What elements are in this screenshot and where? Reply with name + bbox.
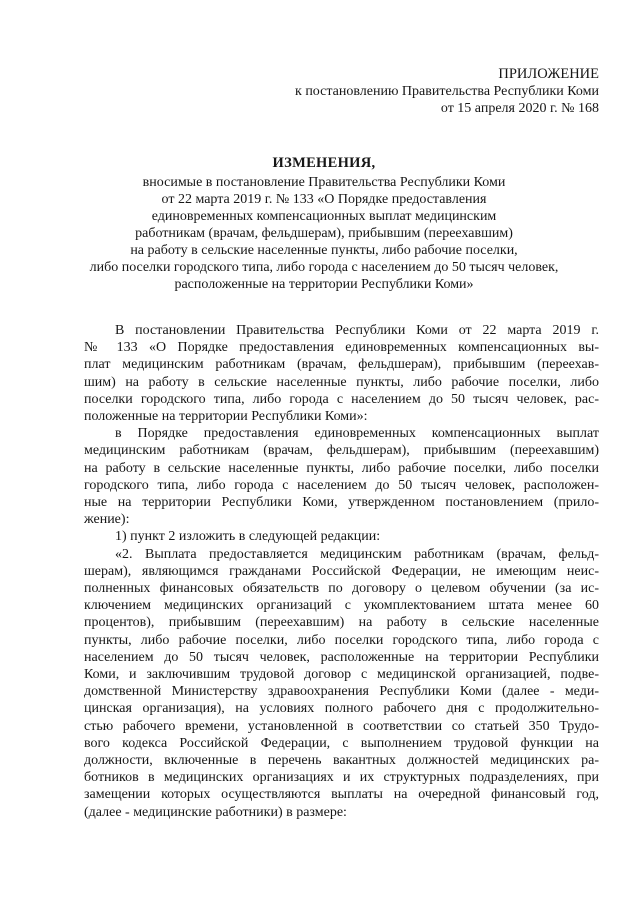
body-line: пункты, либо рабочие поселки, либо поселки городского типа, либо города с bbox=[84, 632, 599, 648]
body-line: замещении которых осуществляются выплаты на очередной финансовый год, bbox=[84, 787, 599, 803]
body-line: в Порядке предоставления единовременных компенсационных выплат bbox=[115, 426, 599, 442]
body-line: медицинским работникам (врачам, фельдшерам), прибывшим (переехавшим) bbox=[84, 443, 599, 459]
body-line: вого кодекса Российской Федерации, с выполнением трудовой функции на bbox=[84, 735, 599, 751]
body-line: В постановлении Правительства Республики Коми от 22 марта 2019 г. bbox=[115, 323, 599, 338]
heading-line: либо поселки городского типа, либо города с населением до 50 тысяч человек, bbox=[89, 260, 559, 275]
body-line: на работу в сельские населенные пункты, либо рабочие поселки, либо поселки bbox=[84, 460, 599, 476]
body-line: городского типа, либо города с населением до 50 тысяч человек, расположен- bbox=[84, 477, 599, 493]
heading-line: единовременных компенсационных выплат медицинским bbox=[151, 209, 497, 224]
body-line: плат медицинским работникам (врачам, фельдшерам), прибывшим (переехав- bbox=[84, 357, 599, 373]
body-line: должности, включенные в перечень вакантных должностей медицинских ра- bbox=[84, 753, 599, 769]
body-line: населением до 50 тысяч человек, расположенные на территории Республики bbox=[84, 649, 599, 665]
heading-title: ИЗМЕНЕНИЯ, bbox=[272, 155, 376, 171]
appendix-block bbox=[295, 66, 599, 117]
body-line: «2. Выплата предоставляется медицинским работникам (врачам, фельд- bbox=[115, 546, 599, 562]
heading-line: на работу в сельские населенные пункты, либо рабочие поселки, bbox=[130, 243, 518, 258]
document-body bbox=[84, 322, 599, 821]
appendix-title: ПРИЛОЖЕНИЕ bbox=[498, 66, 599, 82]
appendix-line-2: от 15 апреля 2020 г. № 168 bbox=[440, 101, 599, 116]
body-line: (далее - медицинские работники) в размере: bbox=[84, 804, 347, 820]
body-line: домственной Министерству здравоохранения Республики Коми (далее - меди- bbox=[84, 684, 599, 700]
body-line: шим) на работу в сельские населенные пункты, либо рабочие поселки, либо bbox=[84, 374, 599, 390]
body-line: ключением медицинских организаций с укомплектованием штата менее 60 bbox=[84, 598, 599, 614]
heading-line: от 22 марта 2019 г. № 133 «О Порядке предоставления bbox=[161, 192, 487, 207]
body-line: ные на территории Республики Коми, утвержденном постановлением (прило- bbox=[84, 495, 599, 511]
heading-line: расположенные на территории Республики Коми» bbox=[174, 277, 474, 292]
body-line: шерам), являющимся гражданами Российской Федерации, не имеющим неис- bbox=[84, 563, 599, 579]
body-line: 1) пункт 2 изложить в следующей редакции: bbox=[115, 529, 381, 545]
body-line: ботников в медицинских организациях и их структурных подразделениях, при bbox=[84, 770, 599, 786]
body-line: № 133 «О Порядке предоставления единовременных компенсационных вы- bbox=[84, 340, 599, 356]
body-line: жение): bbox=[84, 512, 130, 528]
heading-line: вносимые в постановление Правительства Республики Коми bbox=[142, 175, 506, 190]
body-line: процентов), прибывшим (переехавшим) на работу в сельские населенные bbox=[84, 615, 599, 631]
body-line: стью рабочего времени, установленной в соответствии со статьей 350 Трудо- bbox=[84, 718, 599, 734]
body-line: положенные на территории Республики Коми»: bbox=[84, 409, 368, 425]
body-line: полненных финансовых обязательств по договору о целевом обучении (за ис- bbox=[84, 581, 599, 597]
body-line: Коми, и заключившим трудовой договор с медицинской организацией, подве- bbox=[84, 667, 599, 683]
heading-line: работникам (врачам, фельдшерам), прибывшим (переехавшим) bbox=[135, 226, 513, 241]
appendix-line-1: к постановлению Правительства Республики Коми bbox=[295, 84, 599, 99]
body-line: поселки городского типа, либо города с населением до 50 тысяч человек, рас- bbox=[84, 391, 599, 407]
body-line: цинская организация), на условиях полного рабочего дня с продолжительно- bbox=[84, 701, 599, 717]
document-heading bbox=[84, 155, 564, 293]
